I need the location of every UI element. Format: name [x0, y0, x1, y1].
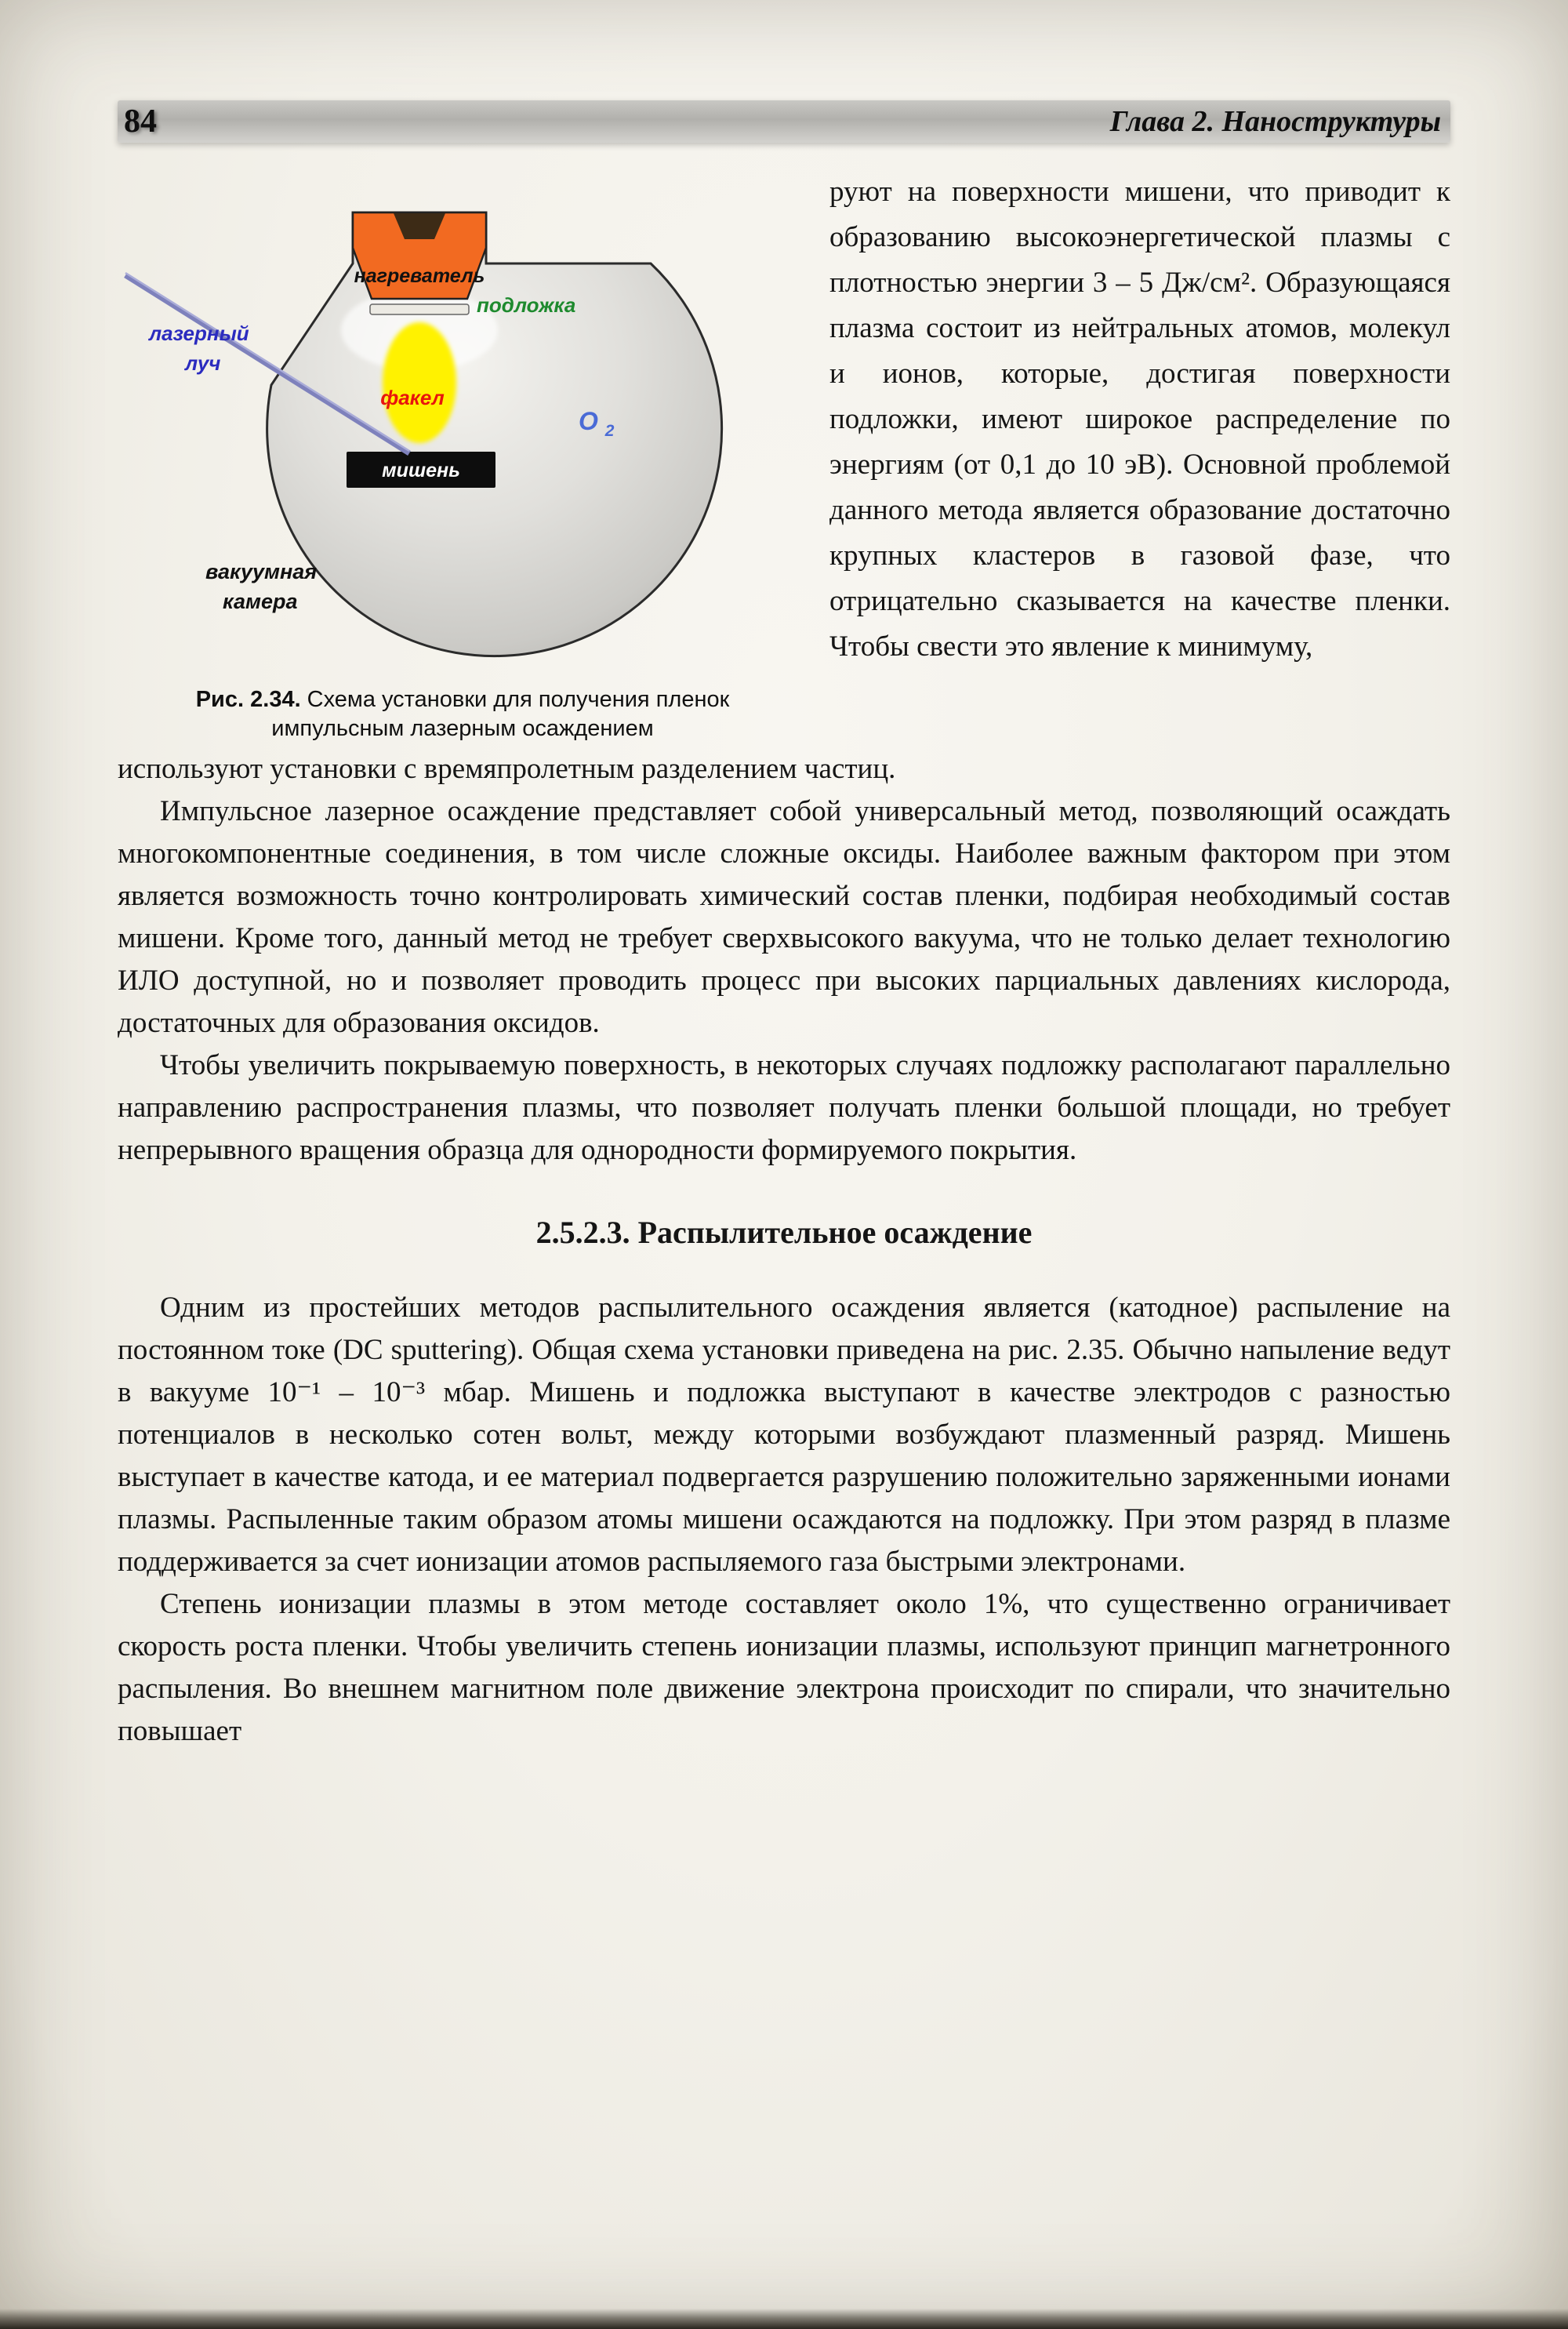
plume-label: факел — [380, 386, 445, 409]
chapter-title: Глава 2. Наноструктуры — [1109, 105, 1441, 138]
section-heading: 2.5.2.3. Распылительное осаждение — [535, 1215, 1033, 1250]
body-text — [118, 748, 1450, 1753]
pld-diagram — [118, 169, 808, 679]
substrate-label: подложка — [477, 293, 576, 317]
paragraph-continuation: используют установки с времяпролетным разделением частиц. — [118, 753, 896, 785]
side-column — [829, 169, 1450, 743]
target-label: мишень — [382, 460, 460, 481]
substrate-plate — [370, 304, 469, 314]
paragraph-4: Одним из простейших методов распылительного осаждения является (катодное) распыление на постоянном токе (DC sputtering). Общая схема установки приведена на рис. 2.35. Обычно напыление ведут в вакууме 10⁻¹ – 10⁻³ мбар. Мишень и подложка выступают в качестве электродов с разностью потенциалов в несколько сотен вольт, между которыми возбуждают плазменный разряд. Мишень выступает в качестве катода, и ее материал подвергается разрушению положительно заряженными ионами плазмы. Распыленные таким образом атомы мишени осаждаются на подложку. При этом разряд в плазме поддерживается за счет ионизации атомов распыляемого газа быстрыми электронами. — [118, 1292, 1450, 1578]
oxygen-symbol: O — [579, 407, 598, 435]
paragraph-2: Импульсное лазерное осаждение представляет собой универсальный метод, позволяющий осаждать многокомпонентные соединения, в том числе сложные оксиды. Наиболее важным фактором при этом является возможность точно контролировать химический состав пленки, подбирая необходимый состав мишени. Кроме того, данный метод не требует сверхвысокого вакуума, что не только делает технологию ИЛО доступной, но и позволяет проводить процесс при высоких парциальных давлениях кислорода, достаточных для образования оксидов. — [118, 795, 1450, 1039]
figure-caption — [118, 685, 808, 743]
scan-bottom-edge — [0, 2309, 1568, 2329]
figure-and-column-row — [118, 169, 1450, 743]
heater-label: нагреватель — [354, 265, 485, 287]
laser-label-line2: луч — [185, 351, 221, 375]
oxygen-subscript: 2 — [604, 422, 615, 440]
caption-text: Схема установки для получения пленок импульсным лазерным осаждением — [271, 687, 730, 741]
plasma-plume — [383, 322, 456, 443]
paragraph-5: Степень ионизации плазмы в этом методе составляет около 1%, что существенно ограничивает скорость роста пленки. Чтобы увеличить степень ионизации плазмы, используют принцип магнетронного распыления. Во внешнем магнитном поле движение электрона происходит по спирали, что значительно повышает — [118, 1588, 1450, 1747]
paragraph-3: Чтобы увеличить покрываемую поверхность, в некоторых случаях подложку располагают параллельно направлению распространения плазмы, что позволяет получать пленки большой площади, но требует непрерывного вращения образца для однородности формируемого покрытия. — [118, 1049, 1450, 1166]
column-paragraph: руют на поверхности мишени, что приводит к образованию высокоэнергетической плазмы с плотностью энергии 3 – 5 Дж/см². Образующаяся плазма состоит из нейтральных атомов, молекул и ионов, которые, достигая поверхности подложки, имеют широкое распределение по энергиям (от 0,1 до 10 эВ). Основной проблемой данного метода является образование достаточно крупных кластеров в газовой фазе, что отрицательно сказывается на качестве пленки. Чтобы свести это явление к минимуму, — [829, 176, 1450, 663]
vacuum-chamber-body — [267, 213, 722, 656]
figure-2-34 — [118, 169, 808, 743]
page-header — [118, 100, 1450, 143]
laser-label-line1: лазерный — [149, 322, 249, 345]
chamber-label-line2: камера — [223, 590, 298, 613]
caption-label: Рис. 2.34. — [195, 687, 301, 712]
chamber-label-line1: вакуумная — [205, 560, 318, 583]
page-number: 84 — [124, 104, 157, 140]
